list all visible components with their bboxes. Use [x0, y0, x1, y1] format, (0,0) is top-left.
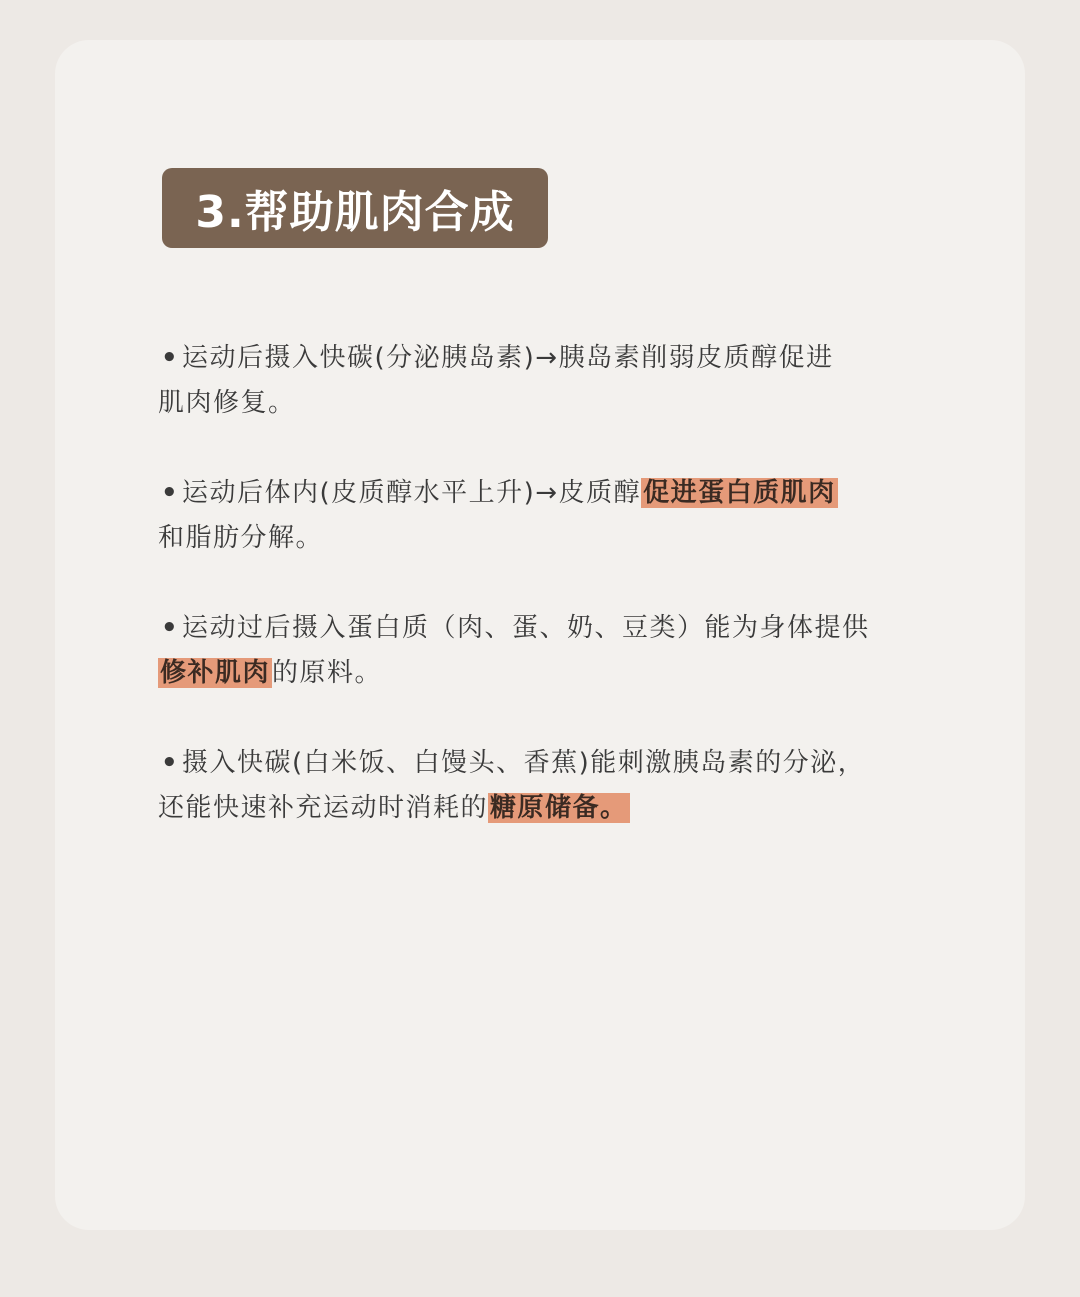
bullet-2-line-2: 和脂肪分解。 — [158, 523, 324, 553]
bullet-dot: • — [160, 613, 180, 643]
bullet-2-line-1-text: 运动后体内(皮质醇水平上升)→皮质醇 — [182, 478, 642, 508]
bullet-3-highlight: 修补肌肉 — [160, 658, 271, 688]
bullet-2-highlight: 促进蛋白质肌肉 — [643, 478, 836, 508]
bullet-3-line-1: 运动过后摄入蛋白质（肉、蛋、奶、豆类）能为身体提供 — [182, 613, 870, 643]
bullet-item-4 — [158, 741, 928, 831]
bullet-item-2 — [158, 471, 928, 561]
bullet-3-line-2-text: 的原料。 — [272, 658, 383, 688]
bullet-1-line-2: 肌肉修复。 — [158, 388, 296, 418]
section-title-badge — [162, 168, 548, 248]
section-title: 3.帮助肌肉合成 — [195, 187, 515, 238]
bullet-item-1 — [158, 336, 928, 426]
bullet-4-highlight: 糖原储备。 — [490, 793, 628, 823]
bullet-dot: • — [160, 748, 180, 778]
bullet-4-line-1: 摄入快碳(白米饭、白馒头、香蕉)能刺激胰岛素的分泌， — [182, 748, 866, 778]
bullet-4-line-2-text: 还能快速补充运动时消耗的 — [158, 793, 489, 823]
bullet-dot: • — [160, 478, 180, 508]
bullet-item-3 — [158, 606, 928, 696]
bullet-dot: • — [160, 343, 180, 373]
bullet-1-line-1: 运动后摄入快碳(分泌胰岛素)→胰岛素削弱皮质醇促进 — [182, 343, 834, 373]
